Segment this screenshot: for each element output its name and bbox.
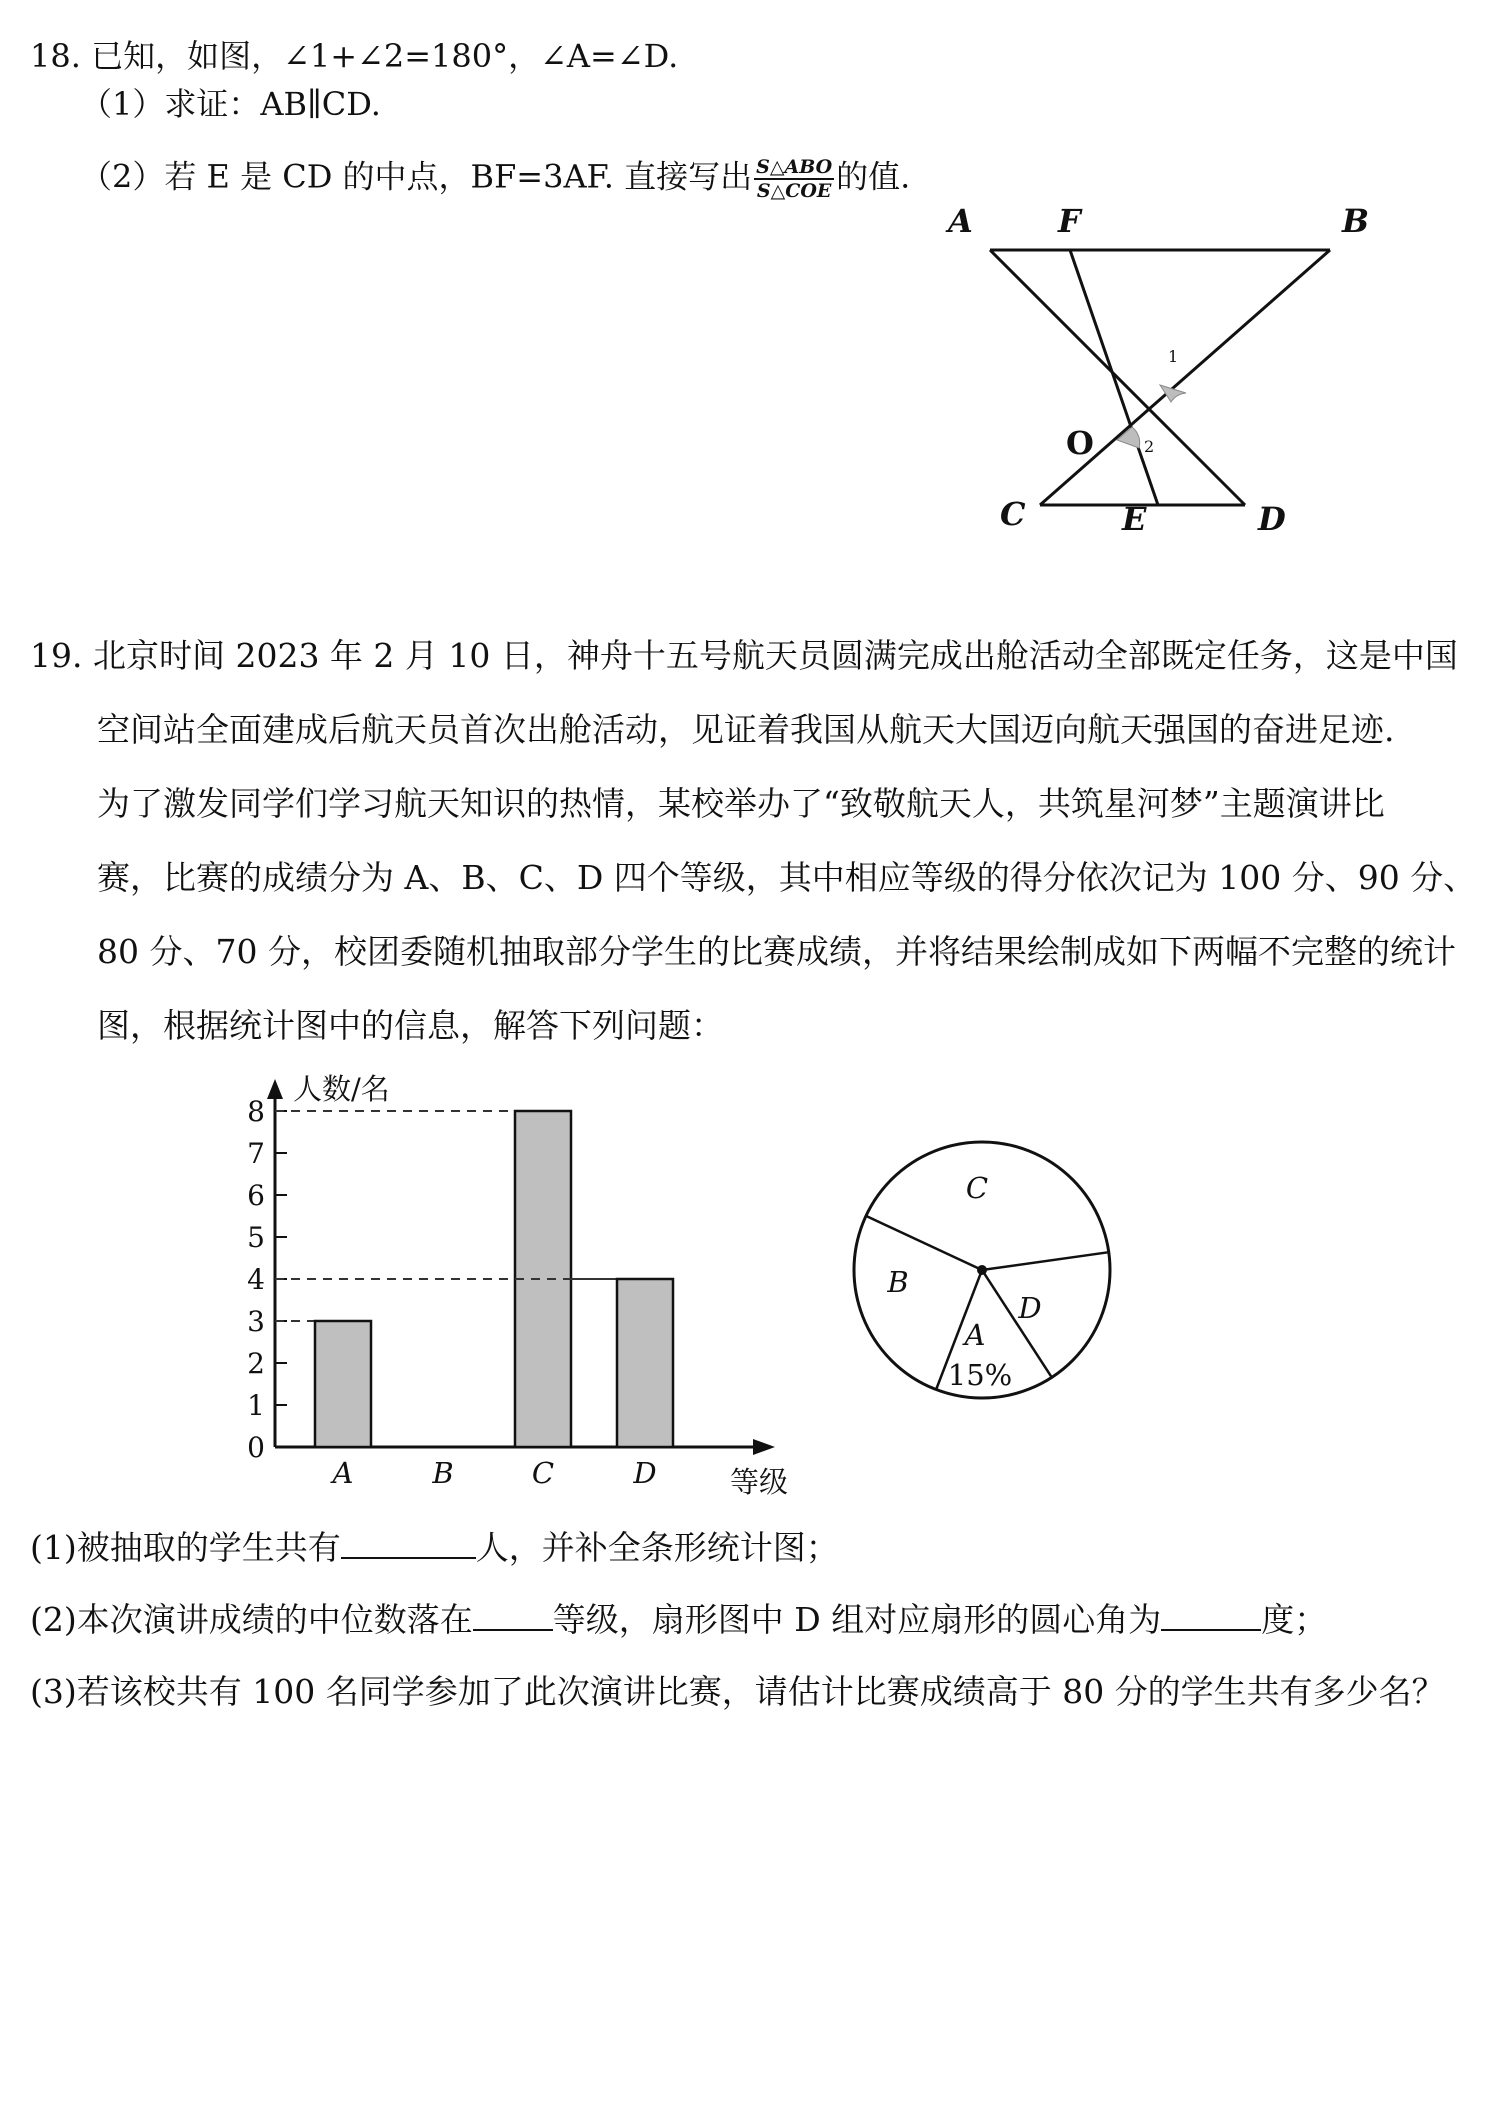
- q19-line-1: 19. 北京时间 2023 年 2 月 10 日，神舟十五号航天员圆满完成出舱活动全部既定任务，这是中国: [30, 636, 1458, 675]
- q19-line-3: 为了激发同学们学习航天知识的热情，某校举办了“致敬航天人，共筑星河梦”主题演讲比: [97, 784, 1385, 823]
- x-tick-label: A: [332, 1456, 354, 1490]
- pie-percent-a: 15%: [947, 1358, 1013, 1392]
- y-tick-label: 4: [247, 1263, 265, 1296]
- y-axis-arrow: [267, 1079, 283, 1099]
- pie-chart: [840, 1140, 1140, 1440]
- pie-label-a: A: [964, 1318, 986, 1352]
- label-o: O: [1066, 424, 1094, 462]
- q19-line-4: 赛，比赛的成绩分为 A、B、C、D 四个等级，其中相应等级的得分依次记为 100 分、90 分、: [97, 858, 1477, 897]
- sub2-text-pre: (2)本次演讲成绩的中位数落在: [30, 1600, 473, 1639]
- bar: [617, 1279, 673, 1447]
- x-tick-label: B: [432, 1456, 454, 1490]
- pie-sector-boundary: [982, 1252, 1109, 1270]
- answer-blank-median[interactable]: [473, 1601, 553, 1631]
- sub1-text-post: 人，并补全条形统计图；: [475, 1528, 839, 1567]
- x-axis-label: 等级: [730, 1465, 789, 1499]
- y-tick-label: 8: [247, 1095, 265, 1128]
- q18-part2-post: 的值.: [836, 157, 911, 196]
- y-tick-label: 5: [247, 1221, 265, 1254]
- sub1-text-pre: (1)被抽取的学生共有: [30, 1528, 341, 1567]
- fraction-denominator: S△COE: [756, 180, 832, 202]
- geometry-figure: [930, 195, 1370, 545]
- area-ratio-fraction: [754, 156, 834, 202]
- y-tick-label: 2: [247, 1347, 265, 1380]
- label-angle-1: 1: [1168, 347, 1179, 366]
- y-tick-label: 6: [247, 1179, 265, 1212]
- q18-part2: [80, 156, 910, 202]
- label-angle-2: 2: [1144, 437, 1155, 456]
- label-c: C: [1000, 495, 1026, 533]
- label-f: F: [1058, 202, 1081, 240]
- y-tick-label: 7: [247, 1137, 265, 1170]
- y-tick-label: 0: [247, 1431, 265, 1464]
- q19-line-5: 80 分、70 分，校团委随机抽取部分学生的比赛成绩，并将结果绘制成如下两幅不完整的统计: [97, 932, 1456, 971]
- pie-label-c: C: [965, 1171, 989, 1205]
- q18-part2-pre: （2）若 E 是 CD 的中点，BF=3AF. 直接写出: [80, 157, 753, 196]
- x-tick-label: D: [633, 1456, 657, 1490]
- q19-line-6: 图，根据统计图中的信息，解答下列问题：: [97, 1006, 724, 1045]
- pie-center: [977, 1265, 987, 1275]
- label-d: D: [1258, 500, 1286, 538]
- bar-chart: [220, 1055, 820, 1505]
- q19-sub2: [30, 1600, 1327, 1640]
- y-tick-label: 1: [247, 1389, 265, 1422]
- label-a: A: [948, 202, 973, 240]
- y-axis-label: 人数/名: [293, 1072, 390, 1106]
- pie-label-b: B: [887, 1265, 909, 1299]
- angle-2-mark: [1117, 427, 1140, 448]
- label-e: E: [1122, 500, 1147, 538]
- x-axis-arrow: [753, 1439, 775, 1455]
- fraction-numerator: S△ABO: [756, 156, 833, 178]
- pie-label-d: D: [1018, 1291, 1042, 1325]
- q18-stem: 18. 已知，如图，∠1+∠2=180°，∠A=∠D.: [30, 37, 679, 75]
- pie-sector-boundary: [866, 1216, 982, 1270]
- x-tick-label: C: [531, 1456, 555, 1490]
- answer-blank-angle[interactable]: [1161, 1601, 1261, 1631]
- sub2-text-mid: 等级，扇形图中 D 组对应扇形的圆心角为: [552, 1600, 1162, 1639]
- label-b: B: [1342, 202, 1370, 240]
- sub2-text-post: 度；: [1261, 1600, 1328, 1639]
- q18-part1: （1）求证：AB∥CD.: [80, 85, 381, 123]
- bar: [315, 1321, 371, 1447]
- q19-sub3: (3)若该校共有 100 名同学参加了此次演讲比赛，请估计比赛成绩高于 80 分的学生共有多少名？: [30, 1672, 1445, 1711]
- answer-blank-total[interactable]: [341, 1529, 476, 1559]
- segment-ad: [990, 250, 1245, 505]
- q19-line-2: 空间站全面建成后航天员首次出舱活动，见证着我国从航天大国迈向航天强国的奋进足迹.: [97, 710, 1395, 749]
- y-tick-label: 3: [247, 1305, 265, 1338]
- q19-sub1: [30, 1528, 839, 1568]
